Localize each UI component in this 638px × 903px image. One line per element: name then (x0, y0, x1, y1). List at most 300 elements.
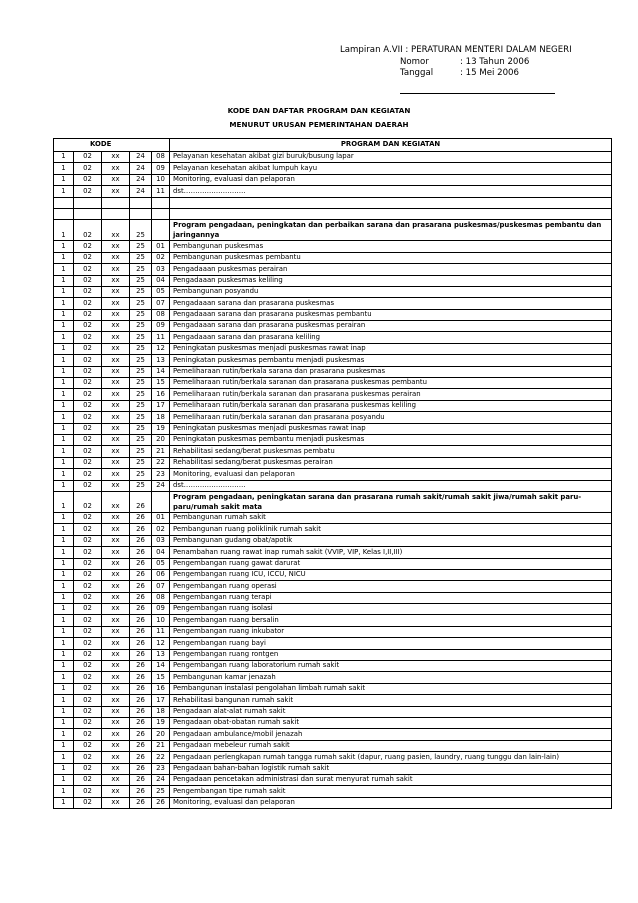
kode-unit-cell: xx (102, 298, 130, 309)
table-row (54, 535, 612, 546)
table-row (54, 524, 612, 535)
table-row (54, 264, 612, 275)
kode-unit-cell: xx (102, 286, 130, 297)
table-row (54, 786, 612, 797)
table-row (54, 332, 612, 343)
kode-urusan-cell: 1 (54, 412, 74, 423)
kode-bidang-cell: 02 (74, 309, 102, 320)
kode-program-cell: 26 (130, 706, 152, 717)
table-row (54, 412, 612, 423)
kode-unit-cell: xx (102, 729, 130, 740)
kegiatan-cell: Pengadaaan sarana dan prasarana puskesmas (170, 298, 612, 309)
kode-unit-cell: xx (102, 706, 130, 717)
kegiatan-cell: Pengadaaan sarana dan prasarana puskesmas perairan (170, 321, 612, 332)
kode-bidang-cell: 02 (74, 186, 102, 197)
table-row (54, 469, 612, 480)
kode-program-cell: 26 (130, 797, 152, 808)
kode-program-cell: 26 (130, 763, 152, 774)
kegiatan-cell: Pengembangan ruang laboratorium rumah sakit (170, 661, 612, 672)
kode-urusan-cell: 1 (54, 752, 74, 763)
kode-unit-cell (102, 197, 130, 208)
kode-urusan-cell: 1 (54, 275, 74, 286)
kegiatan-cell: Pengadaaan sarana dan prasarana puskesmas pembantu (170, 309, 612, 320)
kode-program-cell: 25 (130, 264, 152, 275)
table-row (54, 706, 612, 717)
table-row (54, 186, 612, 197)
kegiatan-cell: Rehabilitasi bangunan rumah sakit (170, 695, 612, 706)
kode-kegiatan-cell: 01 (152, 512, 170, 523)
kode-bidang-cell: 02 (74, 695, 102, 706)
kegiatan-cell: Pengadaan alat-alat rumah sakit (170, 706, 612, 717)
kode-urusan-cell: 1 (54, 672, 74, 683)
kegiatan-cell: Pengadaan pencetakan administrasi dan surat menyurat rumah sakit (170, 774, 612, 785)
kode-unit-cell: xx (102, 434, 130, 445)
kode-urusan-cell: 1 (54, 524, 74, 535)
table-row (54, 672, 612, 683)
kode-program-cell: 25 (130, 400, 152, 411)
table-row (54, 717, 612, 728)
kode-urusan-cell: 1 (54, 186, 74, 197)
table-row (54, 174, 612, 185)
kode-bidang-cell: 02 (74, 604, 102, 615)
kode-urusan-cell: 1 (54, 321, 74, 332)
decree-date (340, 68, 572, 80)
kode-unit-cell: xx (102, 174, 130, 185)
kode-kegiatan-cell: 24 (152, 774, 170, 785)
program-table (53, 138, 612, 809)
kode-urusan-cell: 1 (54, 343, 74, 354)
kode-program-cell: 25 (130, 434, 152, 445)
kode-urusan-cell: 1 (54, 558, 74, 569)
kegiatan-cell: Peningkatan puskesmas pembantu menjadi puskesmas (170, 355, 612, 366)
kegiatan-cell: Peningkatan puskesmas pembantu menjadi puskesmas (170, 434, 612, 445)
kegiatan-cell: Pembangunan posyandu (170, 286, 612, 297)
kode-unit-cell: xx (102, 717, 130, 728)
kode-unit-cell: xx (102, 186, 130, 197)
kode-unit-cell: xx (102, 491, 130, 512)
kode-kegiatan-cell: 24 (152, 480, 170, 491)
kode-bidang-cell: 02 (74, 355, 102, 366)
table-row (54, 298, 612, 309)
decree-number (340, 57, 572, 69)
kode-program-cell: 25 (130, 412, 152, 423)
kode-bidang-cell: 02 (74, 264, 102, 275)
kode-program-cell: 25 (130, 321, 152, 332)
kode-kegiatan-cell: 10 (152, 615, 170, 626)
kode-kegiatan-cell: 09 (152, 604, 170, 615)
program-column-header: PROGRAM DAN KEGIATAN (170, 139, 612, 152)
kode-urusan-cell: 1 (54, 241, 74, 252)
kode-unit-cell: xx (102, 423, 130, 434)
kode-urusan-cell: 1 (54, 434, 74, 445)
kode-program-cell: 26 (130, 661, 152, 672)
table-row (54, 581, 612, 592)
kode-program-cell: 26 (130, 638, 152, 649)
kode-unit-cell: xx (102, 241, 130, 252)
kegiatan-cell: Monitoring, evaluasi dan pelaporan (170, 174, 612, 185)
kode-bidang-cell (74, 208, 102, 219)
kegiatan-cell: Pengembangan tipe rumah sakit (170, 786, 612, 797)
kode-bidang-cell: 02 (74, 740, 102, 751)
kode-bidang-cell: 02 (74, 717, 102, 728)
kode-urusan-cell: 1 (54, 286, 74, 297)
kegiatan-cell: Pengadaaan puskesmas keliling (170, 275, 612, 286)
kegiatan-cell: Rehabilitasi sedang/berat puskesmas perairan (170, 457, 612, 468)
kode-program-cell (130, 208, 152, 219)
kode-urusan-cell: 1 (54, 220, 74, 241)
kode-kegiatan-cell: 07 (152, 581, 170, 592)
kegiatan-cell: Pemeliharaan rutin/berkala saranan dan prasarana puskesmas pembantu (170, 378, 612, 389)
kegiatan-cell: Pengadaan mebeleur rumah sakit (170, 740, 612, 751)
kode-unit-cell: xx (102, 400, 130, 411)
kode-kegiatan-cell: 14 (152, 661, 170, 672)
kode-program-cell: 25 (130, 480, 152, 491)
kode-bidang-cell: 02 (74, 400, 102, 411)
kegiatan-cell: Pemeliharaan rutin/berkala sarana dan prasarana puskesmas (170, 366, 612, 377)
table-row (54, 163, 612, 174)
kode-program-cell: 26 (130, 615, 152, 626)
kode-unit-cell: xx (102, 604, 130, 615)
kode-bidang-cell: 02 (74, 661, 102, 672)
table-row (54, 638, 612, 649)
kegiatan-cell: Pembangunan kamar jenazah (170, 672, 612, 683)
tanggal-label: Tanggal (400, 68, 434, 78)
kode-kegiatan-cell: 13 (152, 649, 170, 660)
kegiatan-cell: Pembangunan instalasi pengolahan limbah rumah sakit (170, 683, 612, 694)
kode-urusan-cell: 1 (54, 649, 74, 660)
kode-program-cell: 25 (130, 332, 152, 343)
kode-kegiatan-cell (152, 491, 170, 512)
kode-kegiatan-cell: 09 (152, 163, 170, 174)
kode-unit-cell: xx (102, 524, 130, 535)
kode-unit-cell: xx (102, 763, 130, 774)
kode-bidang-cell: 02 (74, 752, 102, 763)
table-row (54, 797, 612, 808)
decree-title: Lampiran A.VII : PERATURAN MENTERI DALAM NEGERI (340, 45, 572, 55)
table-row (54, 683, 612, 694)
kegiatan-cell: Monitoring, evaluasi dan pelaporan (170, 797, 612, 808)
kegiatan-cell: Pengadaan ambulance/mobil jenazah (170, 729, 612, 740)
kode-bidang-cell: 02 (74, 378, 102, 389)
kode-bidang-cell: 02 (74, 558, 102, 569)
kode-kegiatan-cell: 17 (152, 695, 170, 706)
kode-unit-cell: xx (102, 649, 130, 660)
kode-urusan-cell: 1 (54, 740, 74, 751)
kode-unit-cell: xx (102, 569, 130, 580)
table-row (54, 774, 612, 785)
kode-kegiatan-cell: 03 (152, 264, 170, 275)
kode-bidang-cell: 02 (74, 638, 102, 649)
kode-urusan-cell: 1 (54, 786, 74, 797)
kode-bidang-cell: 02 (74, 298, 102, 309)
kode-program-cell: 25 (130, 275, 152, 286)
kode-program-cell: 26 (130, 604, 152, 615)
kode-bidang-cell: 02 (74, 786, 102, 797)
kode-unit-cell: xx (102, 638, 130, 649)
kegiatan-cell: Pengembangan ruang bersalin (170, 615, 612, 626)
table-row (54, 152, 612, 163)
kode-kegiatan-cell (152, 197, 170, 208)
table-row (54, 626, 612, 637)
kode-kegiatan-cell: 18 (152, 706, 170, 717)
table-row (54, 547, 612, 558)
kode-program-cell: 26 (130, 524, 152, 535)
table-row (54, 740, 612, 751)
kode-bidang-cell: 02 (74, 241, 102, 252)
kode-kegiatan-cell: 12 (152, 343, 170, 354)
kode-program-cell: 25 (130, 286, 152, 297)
table-row (54, 649, 612, 660)
kode-program-cell: 24 (130, 186, 152, 197)
kode-urusan-cell: 1 (54, 252, 74, 263)
kode-bidang-cell: 02 (74, 581, 102, 592)
kegiatan-cell: Pemeliharaan rutin/berkala saranan dan prasarana puskesmas perairan (170, 389, 612, 400)
kegiatan-cell: Program pengadaan, peningkatan dan perbaikan sarana dan prasarana puskesmas/puskesmas pembantu dan jaringannya (170, 220, 612, 241)
kegiatan-cell: Pengadaaan puskesmas perairan (170, 264, 612, 275)
kode-unit-cell: xx (102, 321, 130, 332)
kode-bidang-cell: 02 (74, 774, 102, 785)
kode-unit-cell: xx (102, 672, 130, 683)
kode-program-cell: 24 (130, 174, 152, 185)
tanggal-value: : 15 Mei 2006 (460, 68, 519, 78)
kode-urusan-cell: 1 (54, 512, 74, 523)
kode-bidang-cell: 02 (74, 286, 102, 297)
table-row (54, 241, 612, 252)
kode-unit-cell: xx (102, 366, 130, 377)
kode-bidang-cell: 02 (74, 434, 102, 445)
kode-bidang-cell: 02 (74, 446, 102, 457)
kode-bidang-cell: 02 (74, 457, 102, 468)
kode-unit-cell: xx (102, 332, 130, 343)
kode-urusan-cell: 1 (54, 423, 74, 434)
nomor-label: Nomor (400, 56, 429, 67)
program-row (54, 491, 612, 512)
kode-program-cell: 25 (130, 309, 152, 320)
document-title: KODE DAN DAFTAR PROGRAM DAN KEGIATAN (227, 106, 411, 115)
kegiatan-cell: Pembangunan puskesmas pembantu (170, 252, 612, 263)
kode-column-header: KODE (54, 139, 170, 152)
kode-urusan-cell: 1 (54, 797, 74, 808)
kode-urusan-cell: 1 (54, 480, 74, 491)
kode-kegiatan-cell: 19 (152, 717, 170, 728)
document-subtitle: MENURUT URUSAN PEMERINTAHAN DAERAH (229, 120, 409, 129)
kode-bidang-cell: 02 (74, 706, 102, 717)
kode-program-cell: 25 (130, 457, 152, 468)
kode-bidang-cell: 02 (74, 569, 102, 580)
kegiatan-cell: dst……………………… (170, 480, 612, 491)
table-row (54, 558, 612, 569)
kegiatan-cell: Pengadaan bahan-bahan logistik rumah sakit (170, 763, 612, 774)
kode-program-cell: 26 (130, 581, 152, 592)
kode-kegiatan-cell: 16 (152, 683, 170, 694)
decree-header (340, 45, 572, 80)
kode-urusan-cell: 1 (54, 729, 74, 740)
kode-kegiatan-cell: 12 (152, 638, 170, 649)
kode-program-cell: 26 (130, 695, 152, 706)
blank-row (54, 208, 612, 219)
kode-unit-cell: xx (102, 558, 130, 569)
kode-kegiatan-cell: 13 (152, 355, 170, 366)
kode-urusan-cell: 1 (54, 695, 74, 706)
table-header-row (54, 139, 612, 152)
kode-bidang-cell: 02 (74, 763, 102, 774)
table-row (54, 763, 612, 774)
kegiatan-cell: Pelayanan kesehatan akibat gizi buruk/busung lapar (170, 152, 612, 163)
kegiatan-cell: Penambahan ruang rawat inap rumah sakit (VVIP, VIP, Kelas I,II,III) (170, 547, 612, 558)
kode-unit-cell: xx (102, 512, 130, 523)
kode-kegiatan-cell: 04 (152, 275, 170, 286)
kode-kegiatan-cell: 11 (152, 186, 170, 197)
kode-program-cell: 26 (130, 626, 152, 637)
program-row (54, 220, 612, 241)
table-row (54, 355, 612, 366)
kode-unit-cell: xx (102, 252, 130, 263)
table-row (54, 592, 612, 603)
kode-urusan-cell: 1 (54, 298, 74, 309)
nomor-value: : 13 Tahun 2006 (460, 56, 530, 67)
kode-urusan-cell: 1 (54, 774, 74, 785)
kode-kegiatan-cell (152, 220, 170, 241)
kegiatan-cell: Pengembangan ruang isolasi (170, 604, 612, 615)
kode-urusan-cell: 1 (54, 400, 74, 411)
kode-urusan-cell: 1 (54, 604, 74, 615)
table-row (54, 434, 612, 445)
kode-unit-cell: xx (102, 343, 130, 354)
kegiatan-cell: Pengembangan ruang rontgen (170, 649, 612, 660)
kegiatan-cell: Rehabilitasi sedang/berat puskesmas pembatu (170, 446, 612, 457)
kode-kegiatan-cell: 10 (152, 174, 170, 185)
kode-program-cell: 26 (130, 547, 152, 558)
kode-program-cell: 26 (130, 672, 152, 683)
kode-unit-cell: xx (102, 661, 130, 672)
kode-urusan-cell: 1 (54, 469, 74, 480)
kode-bidang-cell: 02 (74, 275, 102, 286)
kegiatan-cell: Pelayanan kesehatan akibat lumpuh kayu (170, 163, 612, 174)
kode-urusan-cell: 1 (54, 615, 74, 626)
kode-unit-cell: xx (102, 446, 130, 457)
kode-bidang-cell: 02 (74, 626, 102, 637)
kode-kegiatan-cell: 15 (152, 378, 170, 389)
kode-bidang-cell: 02 (74, 512, 102, 523)
kode-unit-cell: xx (102, 752, 130, 763)
kode-bidang-cell: 02 (74, 163, 102, 174)
kode-program-cell: 26 (130, 683, 152, 694)
table-row (54, 661, 612, 672)
table-body (54, 152, 612, 809)
kode-urusan-cell: 1 (54, 717, 74, 728)
kode-urusan-cell: 1 (54, 683, 74, 694)
kode-urusan-cell: 1 (54, 763, 74, 774)
kode-unit-cell: xx (102, 774, 130, 785)
kode-urusan-cell: 1 (54, 706, 74, 717)
kode-kegiatan-cell: 23 (152, 469, 170, 480)
kode-kegiatan-cell: 03 (152, 535, 170, 546)
kode-unit-cell: xx (102, 378, 130, 389)
kode-bidang-cell: 02 (74, 729, 102, 740)
kode-program-cell: 26 (130, 740, 152, 751)
kode-unit-cell: xx (102, 695, 130, 706)
kode-bidang-cell: 02 (74, 366, 102, 377)
table-row (54, 343, 612, 354)
kode-urusan-cell: 1 (54, 547, 74, 558)
kode-bidang-cell: 02 (74, 152, 102, 163)
kode-program-cell: 26 (130, 569, 152, 580)
kode-unit-cell: xx (102, 547, 130, 558)
kode-urusan-cell (54, 197, 74, 208)
kode-unit-cell: xx (102, 592, 130, 603)
kode-program-cell: 26 (130, 752, 152, 763)
kegiatan-cell: Pemeliharaan rutin/berkala saranan dan prasarana puskesmas keliling (170, 400, 612, 411)
kode-kegiatan-cell: 22 (152, 752, 170, 763)
kegiatan-cell: Program pengadaan, peningkatan sarana dan prasarana rumah sakit/rumah sakit jiwa/rumah sakit paru-paru/rumah sakit mata (170, 491, 612, 512)
kode-unit-cell: xx (102, 355, 130, 366)
kode-unit-cell: xx (102, 626, 130, 637)
kode-kegiatan-cell: 08 (152, 152, 170, 163)
kode-kegiatan-cell: 25 (152, 786, 170, 797)
kode-program-cell: 24 (130, 152, 152, 163)
table-row (54, 615, 612, 626)
kode-urusan-cell: 1 (54, 638, 74, 649)
kode-urusan-cell: 1 (54, 378, 74, 389)
kode-program-cell: 24 (130, 163, 152, 174)
kode-bidang-cell: 02 (74, 491, 102, 512)
kode-kegiatan-cell: 01 (152, 241, 170, 252)
kode-unit-cell: xx (102, 740, 130, 751)
kode-program-cell: 25 (130, 378, 152, 389)
kegiatan-cell: Pemeliharaan rutin/berkala saranan dan prasarana posyandu (170, 412, 612, 423)
kegiatan-cell: Peningkatan puskesmas menjadi puskesmas rawat inap (170, 343, 612, 354)
kegiatan-cell: Pengembangan ruang ICU, ICCU, NICU (170, 569, 612, 580)
kode-bidang-cell: 02 (74, 615, 102, 626)
table-row (54, 378, 612, 389)
kode-kegiatan-cell: 02 (152, 252, 170, 263)
kode-unit-cell: xx (102, 163, 130, 174)
kegiatan-cell (170, 197, 612, 208)
kode-unit-cell: xx (102, 220, 130, 241)
table-row (54, 252, 612, 263)
kode-kegiatan-cell (152, 208, 170, 219)
kode-unit-cell: xx (102, 469, 130, 480)
kode-kegiatan-cell: 15 (152, 672, 170, 683)
kode-urusan-cell: 1 (54, 535, 74, 546)
kode-unit-cell (102, 208, 130, 219)
kode-kegiatan-cell: 14 (152, 366, 170, 377)
kode-kegiatan-cell: 18 (152, 412, 170, 423)
kode-kegiatan-cell: 05 (152, 286, 170, 297)
kode-bidang-cell: 02 (74, 220, 102, 241)
kegiatan-cell: Monitoring, evaluasi dan pelaporan (170, 469, 612, 480)
kode-program-cell: 26 (130, 491, 152, 512)
kode-kegiatan-cell: 08 (152, 592, 170, 603)
table-row (54, 286, 612, 297)
kode-bidang-cell: 02 (74, 389, 102, 400)
kode-urusan-cell: 1 (54, 264, 74, 275)
kode-bidang-cell: 02 (74, 174, 102, 185)
kode-bidang-cell: 02 (74, 423, 102, 434)
kode-unit-cell: xx (102, 683, 130, 694)
kode-bidang-cell: 02 (74, 321, 102, 332)
kode-program-cell: 26 (130, 592, 152, 603)
kegiatan-cell: Peningkatan puskesmas menjadi puskesmas rawat inap (170, 423, 612, 434)
kode-program-cell: 26 (130, 512, 152, 523)
kode-bidang-cell (74, 197, 102, 208)
kegiatan-cell: dst……………………… (170, 186, 612, 197)
kegiatan-cell: Pengembangan ruang gawat darurat (170, 558, 612, 569)
kode-bidang-cell: 02 (74, 547, 102, 558)
table-row (54, 389, 612, 400)
table-row (54, 275, 612, 286)
kode-unit-cell: xx (102, 152, 130, 163)
